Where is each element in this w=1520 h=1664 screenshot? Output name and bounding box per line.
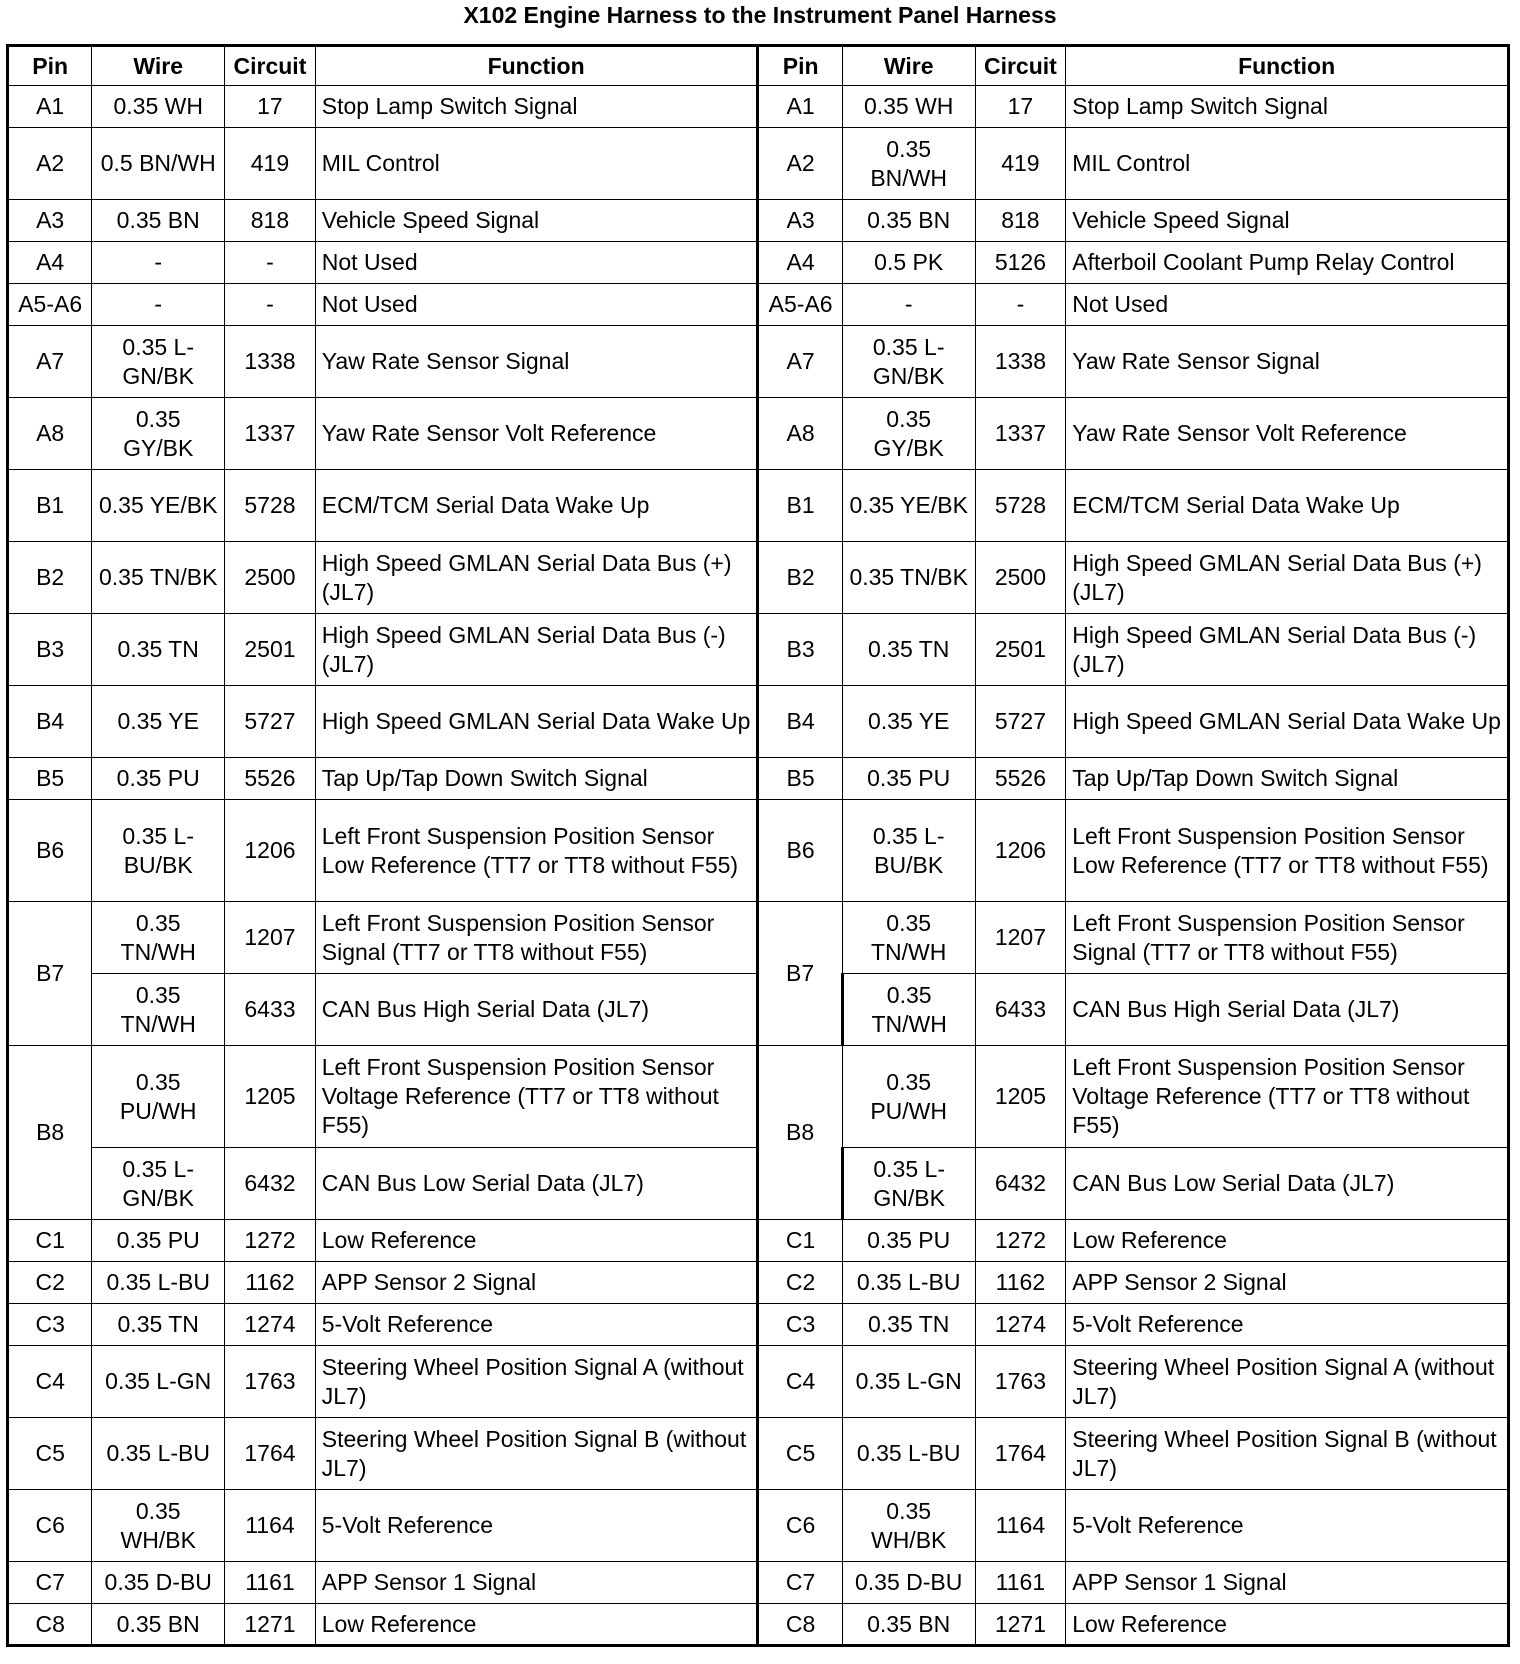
function-cell: High Speed GMLAN Serial Data Bus (-) (JL7) xyxy=(315,614,758,686)
pin-cell: B3 xyxy=(8,614,92,686)
function-cell: CAN Bus Low Serial Data (JL7) xyxy=(1066,1148,1509,1220)
pin-cell: A2 xyxy=(758,128,842,200)
function-cell: High Speed GMLAN Serial Data Bus (-) (JL7) xyxy=(1066,614,1509,686)
function-cell: Not Used xyxy=(315,284,758,326)
function-cell: High Speed GMLAN Serial Data Bus (+) (JL7) xyxy=(315,542,758,614)
pin-cell: C2 xyxy=(8,1262,92,1304)
wire-cell: 0.35 WH xyxy=(842,86,975,128)
pin-cell: C3 xyxy=(758,1304,842,1346)
table-row xyxy=(8,542,1509,614)
function-cell: Yaw Rate Sensor Volt Reference xyxy=(1066,398,1509,470)
wire-cell: 0.35 TN xyxy=(92,614,225,686)
circuit-cell: 818 xyxy=(225,200,316,242)
function-cell: Tap Up/Tap Down Switch Signal xyxy=(315,758,758,800)
circuit-cell: 5126 xyxy=(975,242,1066,284)
function-cell: Low Reference xyxy=(1066,1220,1509,1262)
function-cell: Steering Wheel Position Signal A (without JL7) xyxy=(315,1346,758,1418)
table-row xyxy=(8,686,1509,758)
wire-cell: 0.35 D-BU xyxy=(92,1562,225,1604)
table-row xyxy=(8,758,1509,800)
pin-cell: A1 xyxy=(758,86,842,128)
pin-cell: A2 xyxy=(8,128,92,200)
pin-cell: C5 xyxy=(8,1418,92,1490)
header-pin-2: Pin xyxy=(758,46,842,86)
table-row xyxy=(8,1490,1509,1562)
wire-cell: 0.35 TN/BK xyxy=(842,542,975,614)
pin-cell: A5-A6 xyxy=(758,284,842,326)
pin-cell: B6 xyxy=(758,800,842,902)
function-cell: Low Reference xyxy=(1066,1604,1509,1646)
wire-cell: 0.35 WH xyxy=(92,86,225,128)
circuit-cell: 818 xyxy=(975,200,1066,242)
circuit-cell: 1338 xyxy=(975,326,1066,398)
function-cell: Yaw Rate Sensor Signal xyxy=(1066,326,1509,398)
circuit-cell: 5728 xyxy=(975,470,1066,542)
wire-cell: 0.35 L-BU/BK xyxy=(842,800,975,902)
wire-cell: 0.35 BN xyxy=(92,200,225,242)
wire-cell: 0.35 GY/BK xyxy=(92,398,225,470)
circuit-cell: 2500 xyxy=(225,542,316,614)
pin-cell: B8 xyxy=(8,1046,92,1220)
function-cell: Not Used xyxy=(315,242,758,284)
wire-cell: 0.35 PU xyxy=(92,1220,225,1262)
function-cell: CAN Bus Low Serial Data (JL7) xyxy=(315,1148,758,1220)
circuit-cell: 17 xyxy=(225,86,316,128)
circuit-cell: 2500 xyxy=(975,542,1066,614)
header-circuit: Circuit xyxy=(225,46,316,86)
wire-cell: 0.35 L-BU/BK xyxy=(92,800,225,902)
circuit-cell: 6433 xyxy=(975,974,1066,1046)
function-cell: High Speed GMLAN Serial Data Bus (+) (JL7) xyxy=(1066,542,1509,614)
function-cell: High Speed GMLAN Serial Data Wake Up xyxy=(315,686,758,758)
function-cell: APP Sensor 1 Signal xyxy=(1066,1562,1509,1604)
circuit-cell: 1162 xyxy=(225,1262,316,1304)
pin-cell: A5-A6 xyxy=(8,284,92,326)
function-cell: Steering Wheel Position Signal B (without JL7) xyxy=(315,1418,758,1490)
function-cell: High Speed GMLAN Serial Data Wake Up xyxy=(1066,686,1509,758)
header-wire: Wire xyxy=(92,46,225,86)
wire-cell: 0.5 PK xyxy=(842,242,975,284)
function-cell: Afterboil Coolant Pump Relay Control xyxy=(1066,242,1509,284)
circuit-cell: 1161 xyxy=(225,1562,316,1604)
function-cell: 5-Volt Reference xyxy=(315,1490,758,1562)
pin-cell: C6 xyxy=(8,1490,92,1562)
wire-cell: - xyxy=(92,284,225,326)
pin-cell: C4 xyxy=(758,1346,842,1418)
table-row xyxy=(8,1346,1509,1418)
function-cell: Left Front Suspension Position Sensor Voltage Reference (TT7 or TT8 without F55) xyxy=(1066,1046,1509,1148)
pin-cell: B6 xyxy=(8,800,92,902)
function-cell: Left Front Suspension Position Sensor Low Reference (TT7 or TT8 without F55) xyxy=(1066,800,1509,902)
wire-cell: - xyxy=(92,242,225,284)
wire-cell: 0.35 BN xyxy=(842,1604,975,1646)
table-row xyxy=(8,1220,1509,1262)
table-body xyxy=(8,86,1509,1646)
pin-cell: B5 xyxy=(758,758,842,800)
circuit-cell: 419 xyxy=(225,128,316,200)
function-cell: Left Front Suspension Position Sensor Signal (TT7 or TT8 without F55) xyxy=(1066,902,1509,974)
function-cell: CAN Bus High Serial Data (JL7) xyxy=(315,974,758,1046)
wire-cell: 0.35 L-BU xyxy=(92,1262,225,1304)
wire-cell: 0.35 TN/WH xyxy=(92,902,225,974)
circuit-cell: 1207 xyxy=(975,902,1066,974)
function-cell: Stop Lamp Switch Signal xyxy=(1066,86,1509,128)
wire-cell: - xyxy=(842,284,975,326)
function-cell: ECM/TCM Serial Data Wake Up xyxy=(315,470,758,542)
circuit-cell: 1164 xyxy=(975,1490,1066,1562)
circuit-cell: 5727 xyxy=(975,686,1066,758)
function-cell: 5-Volt Reference xyxy=(315,1304,758,1346)
circuit-cell: 1272 xyxy=(975,1220,1066,1262)
pin-cell: B1 xyxy=(8,470,92,542)
table-row xyxy=(8,1262,1509,1304)
circuit-cell: 1337 xyxy=(975,398,1066,470)
table-row xyxy=(8,1604,1509,1646)
function-cell: MIL Control xyxy=(1066,128,1509,200)
table-row xyxy=(8,614,1509,686)
pin-cell: B2 xyxy=(758,542,842,614)
pin-cell: A7 xyxy=(758,326,842,398)
circuit-cell: 419 xyxy=(975,128,1066,200)
header-circuit-2: Circuit xyxy=(975,46,1066,86)
circuit-cell: 1763 xyxy=(975,1346,1066,1418)
pin-cell: C7 xyxy=(758,1562,842,1604)
wire-cell: 0.35 L-BU xyxy=(842,1418,975,1490)
function-cell: Left Front Suspension Position Sensor Low Reference (TT7 or TT8 without F55) xyxy=(315,800,758,902)
circuit-cell: 1274 xyxy=(225,1304,316,1346)
function-cell: 5-Volt Reference xyxy=(1066,1304,1509,1346)
circuit-cell: 1338 xyxy=(225,326,316,398)
circuit-cell: 2501 xyxy=(225,614,316,686)
pin-cell: A3 xyxy=(8,200,92,242)
table-row xyxy=(8,470,1509,542)
wire-cell: 0.35 L-GN xyxy=(92,1346,225,1418)
pin-cell: B7 xyxy=(8,902,92,1046)
circuit-cell: 1272 xyxy=(225,1220,316,1262)
circuit-cell: - xyxy=(225,284,316,326)
pin-cell: A8 xyxy=(8,398,92,470)
circuit-cell: 1205 xyxy=(225,1046,316,1148)
pin-cell: C1 xyxy=(758,1220,842,1262)
function-cell: Tap Up/Tap Down Switch Signal xyxy=(1066,758,1509,800)
wire-cell: 0.35 TN xyxy=(842,1304,975,1346)
header-pin: Pin xyxy=(8,46,92,86)
circuit-cell: 1161 xyxy=(975,1562,1066,1604)
circuit-cell: - xyxy=(975,284,1066,326)
function-cell: 5-Volt Reference xyxy=(1066,1490,1509,1562)
wire-cell: 0.35 L-GN/BK xyxy=(842,1148,975,1220)
wire-cell: 0.35 D-BU xyxy=(842,1562,975,1604)
wire-cell: 0.35 TN/WH xyxy=(842,902,975,974)
pin-cell: C5 xyxy=(758,1418,842,1490)
wire-cell: 0.5 BN/WH xyxy=(92,128,225,200)
circuit-cell: 6433 xyxy=(225,974,316,1046)
function-cell: APP Sensor 2 Signal xyxy=(1066,1262,1509,1304)
table-row xyxy=(8,398,1509,470)
function-cell: Steering Wheel Position Signal A (without JL7) xyxy=(1066,1346,1509,1418)
header-wire-2: Wire xyxy=(842,46,975,86)
wire-cell: 0.35 YE/BK xyxy=(842,470,975,542)
table-row xyxy=(8,242,1509,284)
wire-cell: 0.35 YE/BK xyxy=(92,470,225,542)
function-cell: Yaw Rate Sensor Signal xyxy=(315,326,758,398)
wire-cell: 0.35 PU/WH xyxy=(92,1046,225,1148)
circuit-cell: 1764 xyxy=(225,1418,316,1490)
circuit-cell: 1206 xyxy=(975,800,1066,902)
wire-cell: 0.35 BN xyxy=(842,200,975,242)
circuit-cell: 1274 xyxy=(975,1304,1066,1346)
circuit-cell: 1764 xyxy=(975,1418,1066,1490)
wire-cell: 0.35 YE xyxy=(842,686,975,758)
wire-cell: 0.35 YE xyxy=(92,686,225,758)
pin-cell: A8 xyxy=(758,398,842,470)
wire-cell: 0.35 BN xyxy=(92,1604,225,1646)
circuit-cell: 5728 xyxy=(225,470,316,542)
circuit-cell: 5727 xyxy=(225,686,316,758)
table-row xyxy=(8,1046,1509,1148)
pin-cell: B5 xyxy=(8,758,92,800)
circuit-cell: 1164 xyxy=(225,1490,316,1562)
table-row xyxy=(8,1418,1509,1490)
pin-cell: A4 xyxy=(8,242,92,284)
pin-cell: A7 xyxy=(8,326,92,398)
document-title: X102 Engine Harness to the Instrument Panel Harness xyxy=(463,2,1057,28)
circuit-cell: 1271 xyxy=(975,1604,1066,1646)
wire-cell: 0.35 PU xyxy=(842,1220,975,1262)
header-function-2: Function xyxy=(1066,46,1509,86)
circuit-cell: 1337 xyxy=(225,398,316,470)
table-row xyxy=(8,128,1509,200)
circuit-cell: 5526 xyxy=(975,758,1066,800)
function-cell: APP Sensor 2 Signal xyxy=(315,1262,758,1304)
pin-cell: C3 xyxy=(8,1304,92,1346)
wire-cell: 0.35 WH/BK xyxy=(842,1490,975,1562)
pin-cell: C4 xyxy=(8,1346,92,1418)
table-row xyxy=(8,902,1509,974)
table-row xyxy=(8,200,1509,242)
function-cell: Low Reference xyxy=(315,1220,758,1262)
circuit-cell: - xyxy=(225,242,316,284)
circuit-cell: 1271 xyxy=(225,1604,316,1646)
header-function: Function xyxy=(315,46,758,86)
wire-cell: 0.35 TN/WH xyxy=(92,974,225,1046)
circuit-cell: 17 xyxy=(975,86,1066,128)
pin-cell: A3 xyxy=(758,200,842,242)
pin-cell: C1 xyxy=(8,1220,92,1262)
circuit-cell: 6432 xyxy=(975,1148,1066,1220)
pin-cell: A4 xyxy=(758,242,842,284)
pin-cell: C2 xyxy=(758,1262,842,1304)
wire-cell: 0.35 L-BU xyxy=(92,1418,225,1490)
table-row xyxy=(8,1304,1509,1346)
header-row xyxy=(8,46,1509,86)
function-cell: Vehicle Speed Signal xyxy=(1066,200,1509,242)
pin-cell: B2 xyxy=(8,542,92,614)
pin-cell: B7 xyxy=(758,902,842,1046)
wire-cell: 0.35 TN xyxy=(92,1304,225,1346)
wire-cell: 0.35 TN xyxy=(842,614,975,686)
pin-cell: B4 xyxy=(8,686,92,758)
wire-cell: 0.35 TN/WH xyxy=(842,974,975,1046)
wire-cell: 0.35 L-GN xyxy=(842,1346,975,1418)
pin-cell: B8 xyxy=(758,1046,842,1220)
wire-cell: 0.35 PU xyxy=(842,758,975,800)
pin-cell: C6 xyxy=(758,1490,842,1562)
function-cell: Not Used xyxy=(1066,284,1509,326)
function-cell: ECM/TCM Serial Data Wake Up xyxy=(1066,470,1509,542)
circuit-cell: 1207 xyxy=(225,902,316,974)
wire-cell: 0.35 PU xyxy=(92,758,225,800)
wire-cell: 0.35 L-GN/BK xyxy=(92,1148,225,1220)
circuit-cell: 6432 xyxy=(225,1148,316,1220)
circuit-cell: 1162 xyxy=(975,1262,1066,1304)
function-cell: Yaw Rate Sensor Volt Reference xyxy=(315,398,758,470)
table-row xyxy=(8,86,1509,128)
table-row xyxy=(8,284,1509,326)
circuit-cell: 1206 xyxy=(225,800,316,902)
function-cell: Left Front Suspension Position Sensor Signal (TT7 or TT8 without F55) xyxy=(315,902,758,974)
circuit-cell: 5526 xyxy=(225,758,316,800)
function-cell: Stop Lamp Switch Signal xyxy=(315,86,758,128)
table-row xyxy=(8,326,1509,398)
pin-cell: B4 xyxy=(758,686,842,758)
pin-cell: B1 xyxy=(758,470,842,542)
function-cell: APP Sensor 1 Signal xyxy=(315,1562,758,1604)
wire-cell: 0.35 L-GN/BK xyxy=(92,326,225,398)
function-cell: Vehicle Speed Signal xyxy=(315,200,758,242)
wire-cell: 0.35 L-GN/BK xyxy=(842,326,975,398)
circuit-cell: 2501 xyxy=(975,614,1066,686)
wire-cell: 0.35 PU/WH xyxy=(842,1046,975,1148)
table-row xyxy=(8,800,1509,902)
pin-cell: C7 xyxy=(8,1562,92,1604)
wire-cell: 0.35 BN/WH xyxy=(842,128,975,200)
pin-cell: C8 xyxy=(758,1604,842,1646)
function-cell: Left Front Suspension Position Sensor Voltage Reference (TT7 or TT8 without F55) xyxy=(315,1046,758,1148)
pin-cell: B3 xyxy=(758,614,842,686)
pinout-table xyxy=(6,44,1510,1647)
circuit-cell: 1763 xyxy=(225,1346,316,1418)
pin-cell: C8 xyxy=(8,1604,92,1646)
wire-cell: 0.35 GY/BK xyxy=(842,398,975,470)
function-cell: Steering Wheel Position Signal B (without JL7) xyxy=(1066,1418,1509,1490)
function-cell: CAN Bus High Serial Data (JL7) xyxy=(1066,974,1509,1046)
wire-cell: 0.35 TN/BK xyxy=(92,542,225,614)
function-cell: MIL Control xyxy=(315,128,758,200)
table-row xyxy=(8,1562,1509,1604)
wire-cell: 0.35 L-BU xyxy=(842,1262,975,1304)
wire-cell: 0.35 WH/BK xyxy=(92,1490,225,1562)
circuit-cell: 1205 xyxy=(975,1046,1066,1148)
pin-cell: A1 xyxy=(8,86,92,128)
function-cell: Low Reference xyxy=(315,1604,758,1646)
